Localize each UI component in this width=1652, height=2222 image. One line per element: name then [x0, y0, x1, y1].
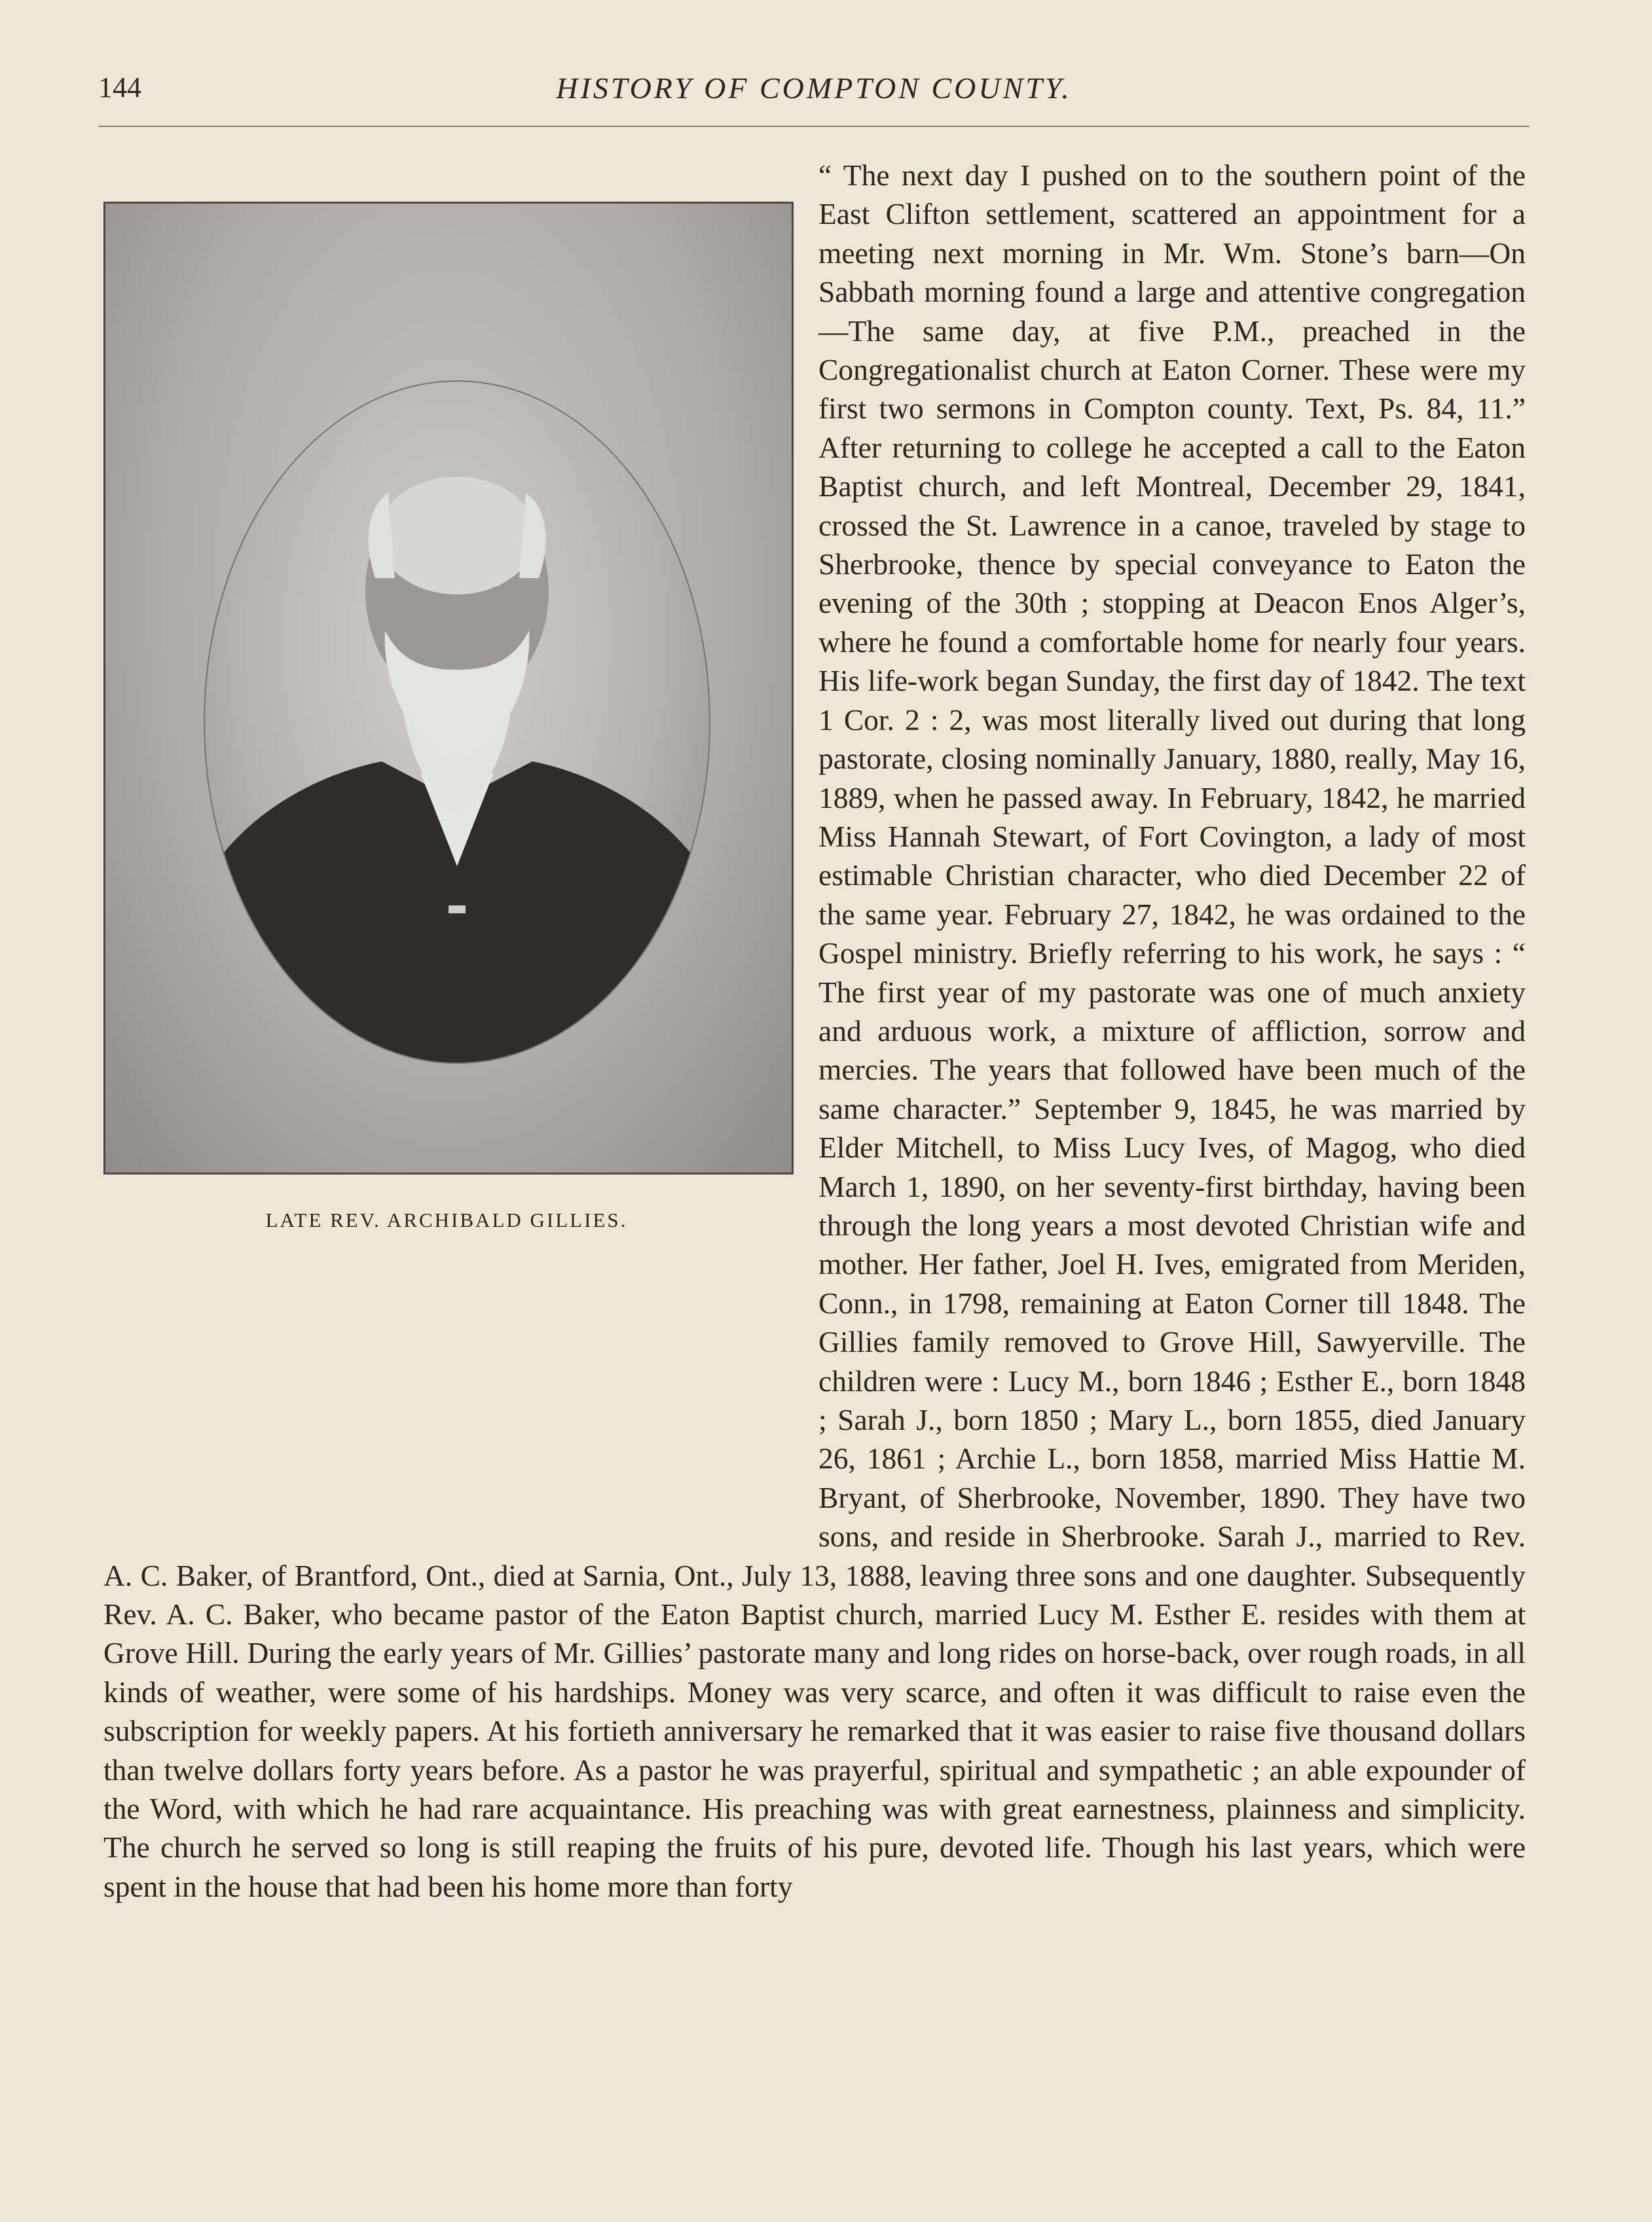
portrait-figure-silhouette — [205, 382, 709, 1063]
figure-caption: LATE REV. ARCHIBALD GILLIES. — [265, 1209, 628, 1231]
portrait-oval-vignette — [204, 380, 710, 1064]
portrait-figure — [103, 202, 818, 1519]
header-rule — [98, 126, 1530, 127]
article-body — [103, 156, 1526, 1906]
page-number: 144 — [98, 71, 141, 103]
portrait-photo — [103, 202, 794, 1175]
page-header — [98, 71, 1530, 123]
body-text: “ The next day I pushed on to the southern point of the East Clifton settlement, scattered an appointment for a meeting next morning in Mr. Wm. Stone’s barn—On Sabbath morning found a large and attentive congregation—The same day, at five P.M., preached in the Congregationalist church at Eaton Corner. These were my first two sermons in Compton county. Text, Ps. 84, 11.” After returning to college he accepted a call to the Eaton Baptist church, and left Montreal, December 29, 1841, crossed the St. Lawrence in a canoe, traveled by stage to Sherbrooke, thence by special conveyance to Eaton the evening of the 30th ; stopping at Deacon Enos Alger’s, where he found a comfortable home for nearly four years. His life-work began Sunday, the first day of 1842. The text 1 Cor. 2 : 2, was most literally lived out during that long pastorate, closing nominally January, 1880, really, May 16, 1889, when he passed away. In February, 1842, he married Miss Hannah Stewart, of Fort Covington, a lady of most estimable Christian character, who died December 22 of the same year. February 27, 1842, he was ordained to the Gospel ministry. Briefly referring to his work, he says : “ The first year of my pastorate was one of much anxiety and arduous work, a mixture of affliction, sorrow and mercies. The years that followed have been much of the same character.” September 9, 1845, he was married by Elder Mitchell, to Miss Lucy Ives, of Magog, who died March 1, 1890, on her seventy-first birthday, having been through the long years a most devoted Christian wife and mother. Her father, Joel H. Ives, emigrated from Meriden, Conn., in 1798, remaining at Eaton Corner till 1848. The Gillies family removed to Grove Hill, Sawyerville. The children were : Lucy M., born 1846 ; Esther E., born 1848 ; Sarah J., born 1850 ; Mary L., born 1855, died January 26, 1861 ; Archie L., born 1858, married Miss Hattie M. Bryant, of Sherbrooke, November, 1890. They have two sons, and reside in Sherbrooke. Sarah J., married to Rev. A. C. Baker, of Brantford, Ont., died at Sarnia, Ont., July 13, 1888, leaving three sons and one daughter. Subsequently Rev. A. C. Baker, who became pastor of the Eaton Baptist church, married Lucy M. Esther E. resides with them at Grove Hill. During the early years of Mr. Gillies’ pastorate many and long rides on horse-back, over rough roads, in all kinds of weather, were some of his hardships. Money was very scarce, and often it was difficult to raise even the subscription for weekly papers. At his fortieth anniversary he remarked that it was easier to raise five thousand dollars than twelve dollars forty years before. As a pastor he was prayerful, spiritual and sympathetic ; an able expounder of the Word, with which he had rare acquaintance. His preaching was with great earnestness, plainness and simplicity. The church he served so long is still reaping the fruits of his pure, devoted life. Though his last years, which were spent in the house that had been his home more than forty — [103, 158, 1526, 1903]
running-title: HISTORY OF COMPTON COUNTY. — [556, 71, 1072, 105]
